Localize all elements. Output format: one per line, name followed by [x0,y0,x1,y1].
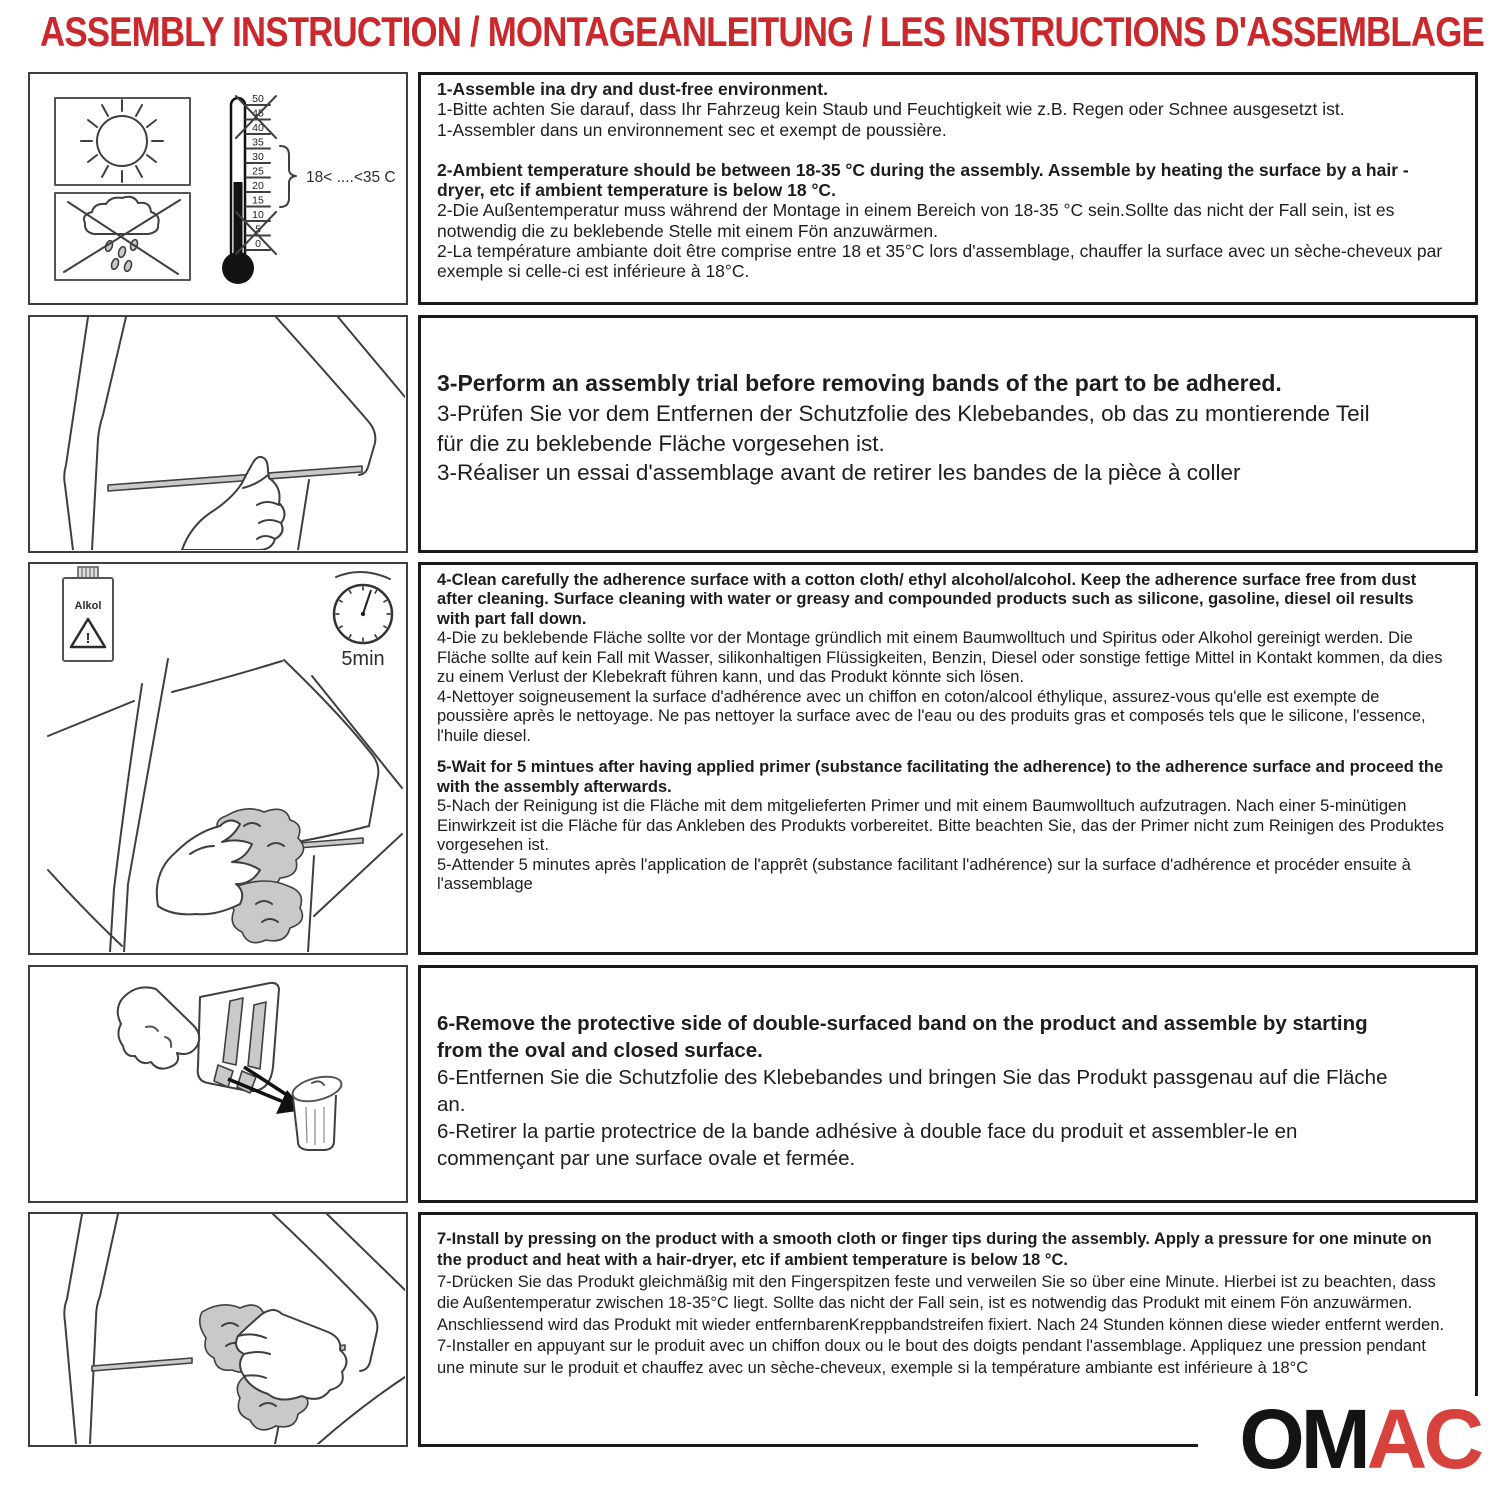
instruction-de: 4-Die zu beklebende Fläche sollte vor der Montage gründlich mit einem Baumwolltuch und Spiritus oder Alkohol gereinigt werden. Die Fläche sollte auf kein Fall mit Wasser, silikonhaltigen Flüssigkeiten, Benzin, Diesel oder sonstige fettige Mittel in Kontakt kommen, da dies zu einem Verlust der Klebekraft führen kann, und das Produkt könnte sich lösen. [437,629,1443,687]
trim-strip [92,1358,192,1371]
instructions-step-1-2 [418,72,1478,305]
svg-text:45: 45 [252,107,264,120]
hand-icon [118,987,200,1068]
svg-text:20: 20 [252,180,264,192]
cleaning-illustration [28,562,408,955]
omac-logo-red-text: AC [1366,1392,1480,1486]
instruction-en: 5-Wait for 5 mintues after having applied primer (substance facilitating the adherence) to the adherence surface and proceed the with the assembly afterwards. [437,758,1444,796]
svg-text:35: 35 [252,136,264,149]
instruction-fr: 6-Retirer la partie protectrice de la bande adhésive à double face du produit et assembler-le en commençant par une surface ovale et fermée. [437,1120,1298,1171]
step-row-3 [0,562,1500,955]
instruction-de: 1-Bitte achten Sie darauf, dass Ihr Fahrzeug kein Staub und Feuchtigkeit wie z.B. Regen oder Schnee ausgesetzt ist. [437,99,1345,120]
omac-logo [1198,1392,1480,1486]
instruction-en: 6-Remove the protective side of double-surfaced band on the product and assemble by starting from the oval and closed surface. [437,1012,1368,1063]
page-title: ASSEMBLY INSTRUCTION / MONTAGEANLEITUNG / LES INSTRUCTIONS D'ASSEMBLAGE [40,8,1484,55]
step-row-4 [0,965,1500,1203]
instruction-en: 3-Perform an assembly trial before removing bands of the part to be adhered. [437,370,1282,396]
instruction-fr: 3-Réaliser un essai d'assemblage avant de retirer les bandes de la pièce à coller [437,460,1241,486]
step-row-1 [0,72,1500,305]
press-install-illustration [28,1212,408,1447]
clock-icon [334,572,392,670]
instruction-de: 2-Die Außentemperatur muss während der Montage in einem Bereich von 18-35 °C sein.Sollte das nicht der Fall sein, ist es notwendig die zu beklebende Stelle mit einem Fön anzuwärmen. [437,200,1395,241]
trial-fit-illustration [28,315,408,553]
instruction-en: 4-Clean carefully the adherence surface with a cotton cloth/ ethyl alcohol/alcohol. Keep the adherence surface free from dust after cleaning. Surface cleaning with water or greasy and compounded products such as silicone, gasoline, diesel oil results with part fall down. [437,571,1417,628]
instruction-en: 1-Assemble ina dry and dust-free environment. [437,79,828,99]
instruction-de: 5-Nach der Reinigung ist die Fläche mit dem mitgelieferten Primer und mit einem Baumwolltuch aufzutragen. Nach einer 5-minütigen Einwirkzeit ist die Fläche für das Ankleben des Produkts vorbereitet. Bitte beachten Sie, das der Primer nicht zum Reinigen des Produktes vorgesehen ist. [437,797,1445,855]
instruction-de: 6-Entfernen Sie die Schutzfolie des Klebebandes und bringen Sie das Produkt passgenau auf die Fläche an. [437,1066,1388,1117]
svg-text:40: 40 [252,122,264,134]
svg-text:10: 10 [252,209,264,221]
instruction-en: 7-Install by pressing on the product with a smooth cloth or finger tips during the assembly. Apply a pressure for one minute on the product and heat with a hair-dryer, etc if ambient temperature is below 18 °C. [437,1230,1432,1270]
thermometer-icon [222,93,396,284]
instructions-step-6 [418,965,1478,1203]
instruction-fr: 7-Installer en appuyant sur le produit avec un chiffon doux ou le bout des doigts pendant l'assemblage. Appliquez une pression pendant une minute sur le produit et chauffez avec un sèche-cheveux, exemple si la température ambiante est inférieure à 18°C [437,1337,1426,1377]
clock-label: 5min [341,648,385,670]
instructions-step-3 [418,315,1478,553]
instruction-en: 2-Ambient temperature should be between 18-35 °C during the assembly. Assemble by heating the surface by a hair -dryer, etc if ambient temperature is below 18 °C. [437,159,1409,201]
hand-icon [236,1310,347,1400]
svg-text:5: 5 [255,223,261,236]
instructions-step-4-5 [418,562,1478,955]
sun-icon [55,98,190,185]
svg-text:50: 50 [252,93,264,105]
peel-band-illustration [28,965,408,1203]
instruction-fr: 4-Nettoyer soigneusement la surface d'adhérence avec un chiffon en coton/alcool éthylique, assurez-vous qu'elle est exempte de poussière après le nettoyage. Ne pas nettoyer la surface avec de l'eau ou des produits gras et composés tels que le silicone, l'essence, l'huile diesel. [437,687,1426,745]
instruction-de: 7-Drücken Sie das Produkt gleichmäßig mit den Fingerspitzen feste und verweilen Sie so über eine Minute. Hierbei ist zu beachten, dass die Außentemperatur zwischen 18-35°C liegt. Sollte das nicht der Fall sein, ist es notwendig das Produkt mit einem Fön anzuwärmen. Anschliessend wird das Produkt mit wieder entfernbarenKreppbandstreifen fixiert. Nach 24 Stunden können diese wieder entfernt werden. [437,1272,1445,1334]
trash-can-icon [290,1072,344,1150]
temp-range-label: 18< ....<35 C [306,169,396,186]
no-rain-icon [55,193,190,280]
environment-illustration [28,72,408,305]
instruction-de: 3-Prüfen Sie vor dem Entfernen der Schutzfolie des Klebebandes, ob das zu montierende Teil für die zu beklebende Fläche vorgesehen ist. [437,400,1370,456]
hand-icon [182,457,285,550]
trim-strip [108,466,362,491]
instruction-fr: 1-Assembler dans un environnement sec et exempt de poussière. [437,119,947,140]
alcohol-bottle-icon [63,567,113,661]
bottle-label: Alkol [74,600,102,612]
svg-text:15: 15 [252,194,264,207]
warning-exclamation: ! [85,630,91,647]
omac-logo-black-text: OM [1239,1392,1367,1486]
svg-text:0: 0 [255,238,261,250]
svg-text:25: 25 [252,165,264,178]
instruction-fr: 2-La température ambiante doit être comprise entre 18 et 35°C lors d'assemblage, chauffer la surface avec un sèche-cheveux par exemple si celle-ci est inférieure à 18°C. [437,241,1443,282]
instruction-fr: 5-Attender 5 minutes après l'application de l'apprêt (substance facilitant l'adhérence) sur la surface d'adhérence et procéder ensuite à l'assemblage [437,855,1411,894]
svg-text:30: 30 [252,151,264,163]
step-row-2 [0,315,1500,553]
